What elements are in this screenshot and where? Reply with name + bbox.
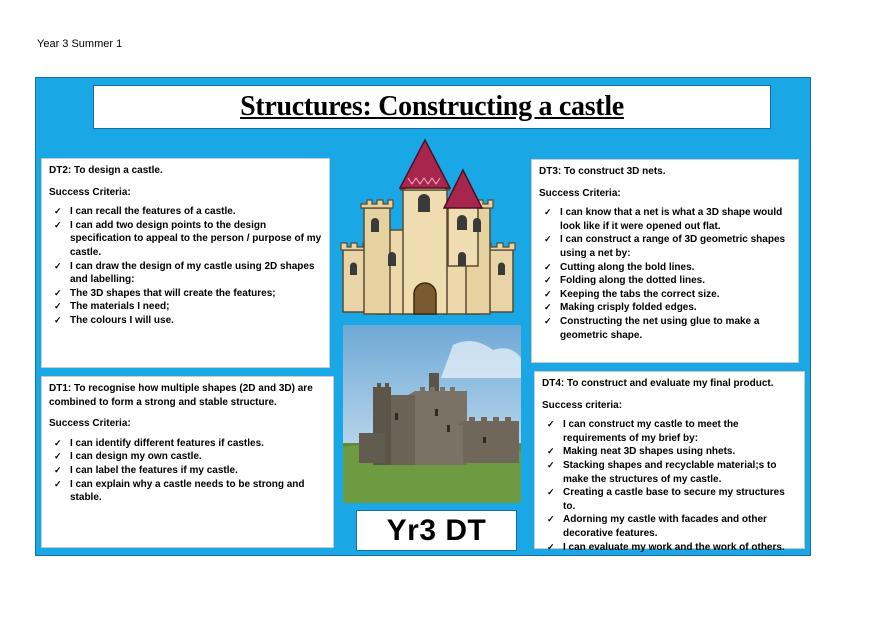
list-item: ✓ Adorning my castle with facades and other decorative features. — [547, 514, 767, 539]
card-dt2-criteria-label: Success Criteria: — [49, 186, 131, 198]
list-item: ✓ I can add two design points to the design specification to appeal to the person / purpose of my castle. — [54, 219, 322, 258]
list-item: ✓ I can evaluate my work and the work of others. — [547, 541, 785, 553]
list-item: ✓ I can label the features if my castle. — [54, 464, 238, 476]
list-item: ✓ Making crisply folded edges. — [544, 302, 697, 314]
card-dt3-heading: DT3: To construct 3D nets. — [539, 166, 666, 177]
card-dt3-criteria-label: Success Criteria: — [539, 187, 621, 199]
castle-photo-image — [343, 325, 521, 503]
list-item: ✓ Keeping the tabs the correct size. — [544, 288, 720, 300]
card-dt1-list — [49, 437, 326, 505]
list-item: ✓ Making neat 3D shapes using nhets. — [547, 446, 736, 458]
list-item: ✓ The 3D shapes that will create the features; — [54, 287, 276, 299]
list-item: ✓ Creating a castle base to secure my structures to. — [547, 487, 785, 512]
tick-icon: ✓ — [544, 315, 552, 326]
cartoon-castle-image — [338, 138, 518, 318]
topic-board — [35, 77, 811, 556]
card-dt4 — [534, 371, 805, 553]
list-item: ✓ The colours I will use. — [54, 314, 174, 326]
list-item: ✓ I can identify different features if castles. — [54, 437, 264, 449]
card-dt1 — [41, 376, 334, 548]
tick-icon: ✓ — [544, 288, 552, 299]
tick-icon: ✓ — [54, 314, 62, 325]
list-item: ✓ I can construct a range of 3D geometric shapes using a net by: — [544, 234, 786, 259]
list-item: ✓ Constructing the net using glue to make a geometric shape. — [544, 315, 760, 341]
tick-icon: ✓ — [547, 446, 555, 457]
tick-icon: ✓ — [547, 419, 555, 430]
tick-icon: ✓ — [544, 302, 552, 313]
year-label-box — [356, 510, 517, 551]
list-item: ✓ I can explain why a castle needs to be strong and stable. — [54, 478, 305, 504]
tick-icon: ✓ — [54, 301, 62, 312]
list-item: ✓ Cutting along the bold lines. — [544, 261, 695, 273]
list-item: ✓ I can know that a net is what a 3D shape would look like if it were opened out flat. — [544, 207, 783, 232]
card-dt1-criteria-label: Success Criteria: — [49, 418, 131, 430]
year-label: Yr3 DT — [386, 513, 487, 547]
page-title: Structures: Constructing a castle — [240, 91, 624, 122]
list-item: ✓ Stacking shapes and recyclable material;s to make the structures of my castle. — [547, 459, 777, 485]
tick-icon: ✓ — [54, 287, 62, 298]
tick-icon: ✓ — [54, 437, 62, 448]
list-item: ✓ I can draw the design of my castle using 2D shapes and labelling: — [54, 260, 315, 286]
tick-icon: ✓ — [54, 206, 62, 217]
list-item: ✓ I can design my own castle. — [54, 451, 202, 463]
list-item: ✓ Folding along the dotted lines. — [544, 275, 705, 287]
card-dt4-list — [542, 418, 797, 554]
card-dt3 — [531, 159, 799, 363]
list-item: ✓ I can recall the features of a castle. — [54, 206, 236, 218]
card-dt2-list — [49, 205, 322, 327]
tick-icon: ✓ — [544, 234, 552, 245]
tick-icon: ✓ — [544, 207, 552, 218]
card-dt2 — [41, 158, 330, 368]
tick-icon: ✓ — [544, 275, 552, 286]
tick-icon: ✓ — [547, 514, 555, 525]
tick-icon: ✓ — [54, 219, 62, 230]
card-dt4-criteria-label: Success criteria: — [542, 399, 623, 411]
card-dt1-heading: DT1: To recognise how multiple shapes (2D and 3D) are combined to form a strong and stable structure. — [49, 383, 313, 408]
tick-icon: ✓ — [547, 541, 555, 552]
tick-icon: ✓ — [54, 260, 62, 271]
tick-icon: ✓ — [54, 478, 62, 489]
card-dt4-heading: DT4: To construct and evaluate my final product. — [542, 378, 774, 389]
tick-icon: ✓ — [54, 451, 62, 462]
header-label: Year 3 Summer 1 — [37, 38, 123, 50]
tick-icon: ✓ — [547, 459, 555, 470]
card-dt2-heading: DT2: To design a castle. — [49, 165, 163, 176]
tick-icon: ✓ — [547, 487, 555, 498]
card-dt3-list — [539, 206, 791, 342]
tick-icon: ✓ — [54, 464, 62, 475]
tick-icon: ✓ — [544, 261, 552, 272]
list-item: ✓ The materials I need; — [54, 301, 170, 313]
list-item: ✓ I can construct my castle to meet the requirements of my brief by: — [547, 419, 739, 444]
title-box — [93, 85, 771, 129]
